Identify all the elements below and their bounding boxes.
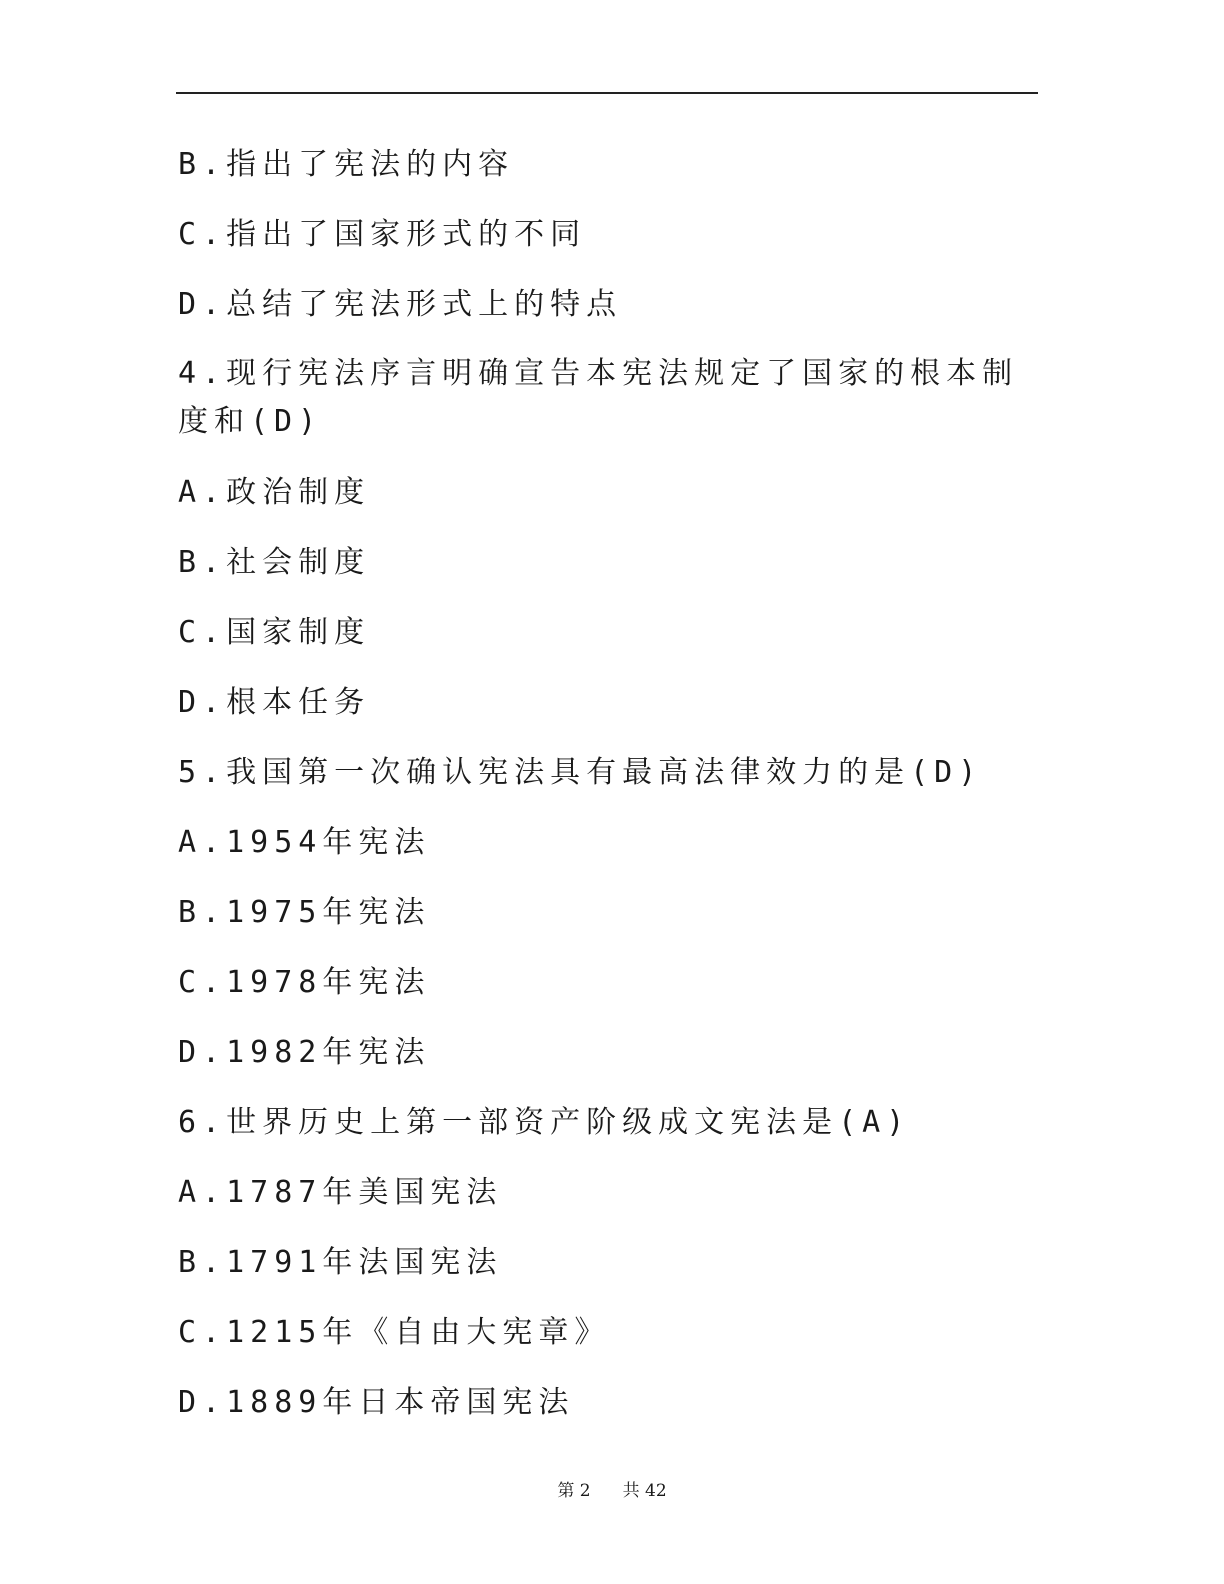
question-6: 6.世界历史上第一部资产阶级成文宪法是(A)	[178, 1105, 911, 1140]
option-c-q4: C.国家制度	[178, 615, 371, 650]
option-a-q4: A.政治制度	[178, 475, 371, 510]
option-c-q3: C.指出了国家形式的不同	[178, 217, 587, 252]
option-b-q5: B.1975年宪法	[178, 895, 431, 930]
option-d-q3: D.总结了宪法形式上的特点	[178, 287, 623, 322]
page-footer	[0, 1476, 1224, 1501]
option-d-q6: D.1889年日本帝国宪法	[178, 1385, 575, 1420]
option-b-q3: B.指出了宪法的内容	[178, 147, 515, 182]
option-b-q6: B.1791年法国宪法	[178, 1245, 503, 1280]
option-a-q5: A.1954年宪法	[178, 825, 431, 860]
page-number: 第 2	[557, 1481, 591, 1501]
option-d-q5: D.1982年宪法	[178, 1035, 431, 1070]
page-total: 共 42	[622, 1481, 667, 1501]
option-d-q4: D.根本任务	[178, 685, 371, 720]
option-c-q6: C.1215年《自由大宪章》	[178, 1315, 611, 1350]
question-5: 5.我国第一次确认宪法具有最高法律效力的是(D)	[178, 755, 983, 790]
option-c-q5: C.1978年宪法	[178, 965, 431, 1000]
document-body	[178, 130, 1038, 1438]
header-rule	[176, 92, 1038, 94]
question-4: 4.现行宪法序言明确宣告本宪法规定了国家的根本制度和(D)	[178, 356, 1019, 439]
option-b-q4: B.社会制度	[178, 545, 371, 580]
option-a-q6: A.1787年美国宪法	[178, 1175, 503, 1210]
